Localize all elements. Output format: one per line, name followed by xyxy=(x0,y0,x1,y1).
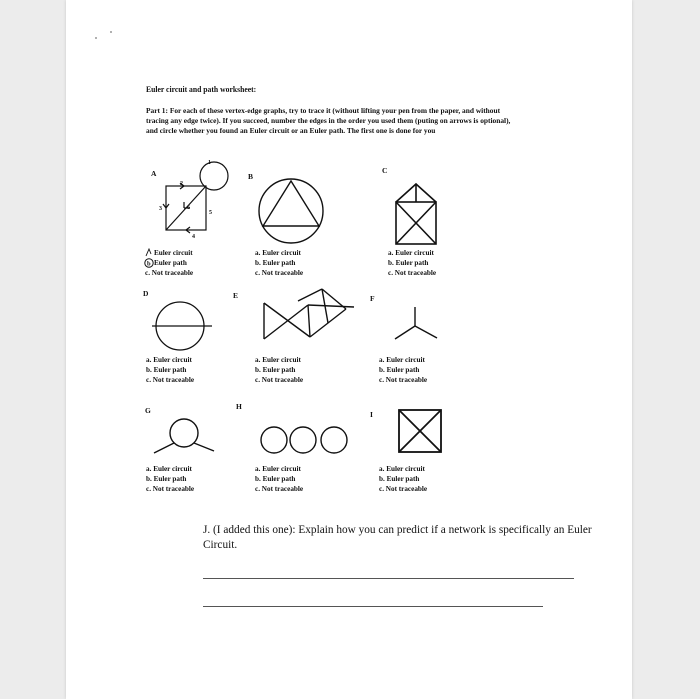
graph-label-g: G xyxy=(145,406,151,415)
graph-label-h: H xyxy=(236,402,242,411)
graph-f-edge xyxy=(395,326,415,339)
graph-d xyxy=(150,300,214,352)
options-b xyxy=(255,248,303,278)
option-not-traceable[interactable]: c. Not traceable xyxy=(379,485,428,493)
graph-a xyxy=(150,152,230,240)
options-d xyxy=(146,355,194,385)
option-euler-circuit[interactable]: a. Euler circuit xyxy=(379,356,425,364)
part-label: Part 1: xyxy=(146,106,168,115)
graph-e xyxy=(262,287,356,343)
option-euler-circuit[interactable]: a. Euler circuit xyxy=(146,356,192,364)
graph-f xyxy=(393,306,441,340)
graph-g-edge xyxy=(154,443,174,453)
speck xyxy=(110,31,112,33)
graph-h-circle xyxy=(290,427,316,453)
option-euler-circuit[interactable]: a. Euler circuit xyxy=(379,465,425,473)
option-not-traceable[interactable]: c. Not traceable xyxy=(379,376,428,384)
graph-e-edge xyxy=(264,305,308,339)
options-c xyxy=(388,248,436,278)
option-label: Euler path xyxy=(154,259,187,267)
graph-label-d: D xyxy=(143,289,149,298)
option-euler-circuit[interactable]: a. Euler circuit xyxy=(255,356,301,364)
graph-h-circle xyxy=(321,427,347,453)
option-not-traceable[interactable]: c. Not traceable xyxy=(255,269,304,277)
graph-b xyxy=(251,178,331,244)
speck xyxy=(95,37,97,39)
options-g xyxy=(146,464,194,494)
graph-label-e: E xyxy=(233,291,239,300)
option-label: Euler circuit xyxy=(154,249,193,257)
graph-a-loop xyxy=(200,162,228,190)
option-not-traceable[interactable]: c. Not traceable xyxy=(255,376,304,384)
question-j: J. (I added this one): Explain how you can predict if a network is specifically an Euler Circuit. xyxy=(203,524,592,551)
graph-label-i: I xyxy=(370,410,373,419)
option-euler-path-selected[interactable] xyxy=(145,258,193,268)
option-euler-path[interactable]: b. Euler path xyxy=(379,475,420,483)
options-h xyxy=(255,464,303,494)
instructions xyxy=(146,106,521,136)
graph-c xyxy=(390,182,442,246)
option-euler-circuit[interactable]: a. Euler circuit xyxy=(388,249,434,257)
svg-text:b: b xyxy=(147,260,151,268)
graph-h-circle xyxy=(261,427,287,453)
answer-line[interactable] xyxy=(203,578,574,579)
options-e xyxy=(255,355,303,385)
graph-b-circle xyxy=(259,179,323,243)
graph-i xyxy=(397,408,443,454)
edge-number: 3 xyxy=(159,206,162,212)
graph-label-f: F xyxy=(370,294,375,303)
answer-line[interactable] xyxy=(203,606,543,607)
edge-number: 2 xyxy=(180,181,183,187)
option-not-traceable[interactable]: c. Not traceable xyxy=(146,485,195,493)
graph-b-triangle xyxy=(263,181,319,226)
graph-g-edge xyxy=(194,443,214,451)
options-f xyxy=(379,355,427,385)
options-i xyxy=(379,464,427,494)
option-euler-circuit[interactable]: a. Euler circuit xyxy=(255,249,301,257)
answer-mark-icon xyxy=(145,248,152,257)
graph-label-a: A xyxy=(151,169,157,178)
option-not-traceable[interactable]: c. Not traceable xyxy=(145,269,194,277)
worksheet-title: Euler circuit and path worksheet: xyxy=(146,84,257,94)
option-euler-circuit[interactable] xyxy=(145,248,193,258)
edge-number: 6 xyxy=(187,205,190,211)
graph-f-edge xyxy=(415,326,437,338)
selection-circle-icon xyxy=(144,258,154,268)
graph-e-edge xyxy=(308,305,354,307)
option-euler-circuit[interactable]: a. Euler circuit xyxy=(255,465,301,473)
graph-label-c: C xyxy=(382,166,388,175)
option-euler-path[interactable]: b. Euler path xyxy=(255,259,296,267)
option-euler-circuit[interactable]: a. Euler circuit xyxy=(146,465,192,473)
instructions-text: For each of these vertex-edge graphs, try to trace it (without lifting your pen from the paper, and without tracing any edge twice). If you succeed, number the edges in the order you used them (puting on arrows is optional), and circle whether you found an Euler circuit or an Euler path. The first one is done for you xyxy=(146,106,511,135)
option-euler-path[interactable]: b. Euler path xyxy=(146,366,187,374)
option-not-traceable[interactable]: c. Not traceable xyxy=(388,269,437,277)
option-euler-path[interactable]: b. Euler path xyxy=(146,475,187,483)
option-not-traceable[interactable]: c. Not traceable xyxy=(146,376,195,384)
graph-label-b: B xyxy=(248,172,254,181)
graph-g-circle xyxy=(170,419,198,447)
option-euler-path[interactable]: b. Euler path xyxy=(388,259,429,267)
edge-number: 4 xyxy=(192,234,195,240)
edge-number: 5 xyxy=(209,210,212,216)
option-not-traceable[interactable]: c. Not traceable xyxy=(255,485,304,493)
option-euler-path[interactable]: b. Euler path xyxy=(255,366,296,374)
graph-h xyxy=(258,425,354,455)
option-euler-path[interactable]: b. Euler path xyxy=(379,366,420,374)
graph-g xyxy=(148,414,216,454)
graph-e-edge xyxy=(298,289,322,301)
edge-number: 1 xyxy=(208,160,211,166)
graph-e-edge xyxy=(308,305,310,337)
options-a xyxy=(145,248,193,278)
option-euler-path[interactable]: b. Euler path xyxy=(255,475,296,483)
